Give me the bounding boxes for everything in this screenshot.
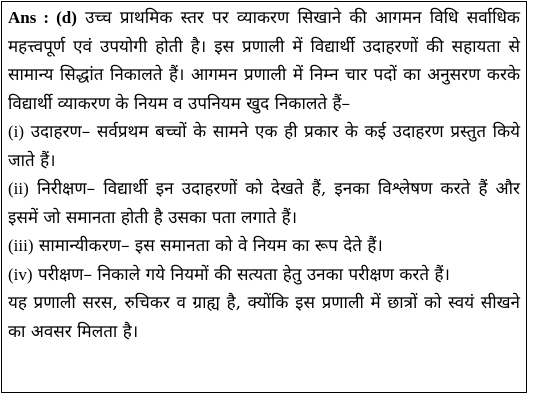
step-text: परीक्षण– निकाले गये नियमों की सत्यता हेतु उनका परीक्षण करते हैं। <box>32 264 450 285</box>
step-text: निरीक्षण– विद्यार्थी इन उदाहरणों को देखते हैं, इनका विश्लेषण करते हैं और इसमें जो समानता होती है उसका पता लगाते हैं। <box>8 179 520 228</box>
step-text: सामान्यीकरण– इस समानता को वे नियम का रूप देते हैं। <box>33 236 383 256</box>
answer-box <box>1 1 527 393</box>
step-number: (iii) <box>8 236 34 255</box>
intro-paragraph <box>8 4 520 118</box>
step-number: (iv) <box>8 264 33 284</box>
step-number: (ii) <box>8 179 29 198</box>
step-text: उदाहरण– सर्वप्रथम बच्चों के सामने एक ही प्रकार के कई उदाहरण प्रस्तुत किये जाते हैं। <box>8 122 520 171</box>
intro-text: उच्च प्राथमिक स्तर पर व्याकरण सिखाने की आगमन विधि सर्वाधिक महत्त्वपूर्ण एवं उपयोगी होती है। इस प्रणाली में विद्यार्थी उदाहरणों की सहायता से सामान्य सिद्धांत निकालते हैं। आगमन प्रणाली में निम्न चार पदों का अनुसरण करके विद्यार्थी व्याकरण के नियम व उपनियम खुद निकालते हैं– <box>8 8 520 114</box>
step-item <box>8 261 520 290</box>
step-item <box>8 118 520 175</box>
answer-label: Ans : (d) <box>8 8 77 27</box>
conclusion-paragraph: यह प्रणाली सरस, रुचिकर व ग्राह्य है, क्योंकि इस प्रणाली में छात्रों को स्वयं सीखने का अवसर मिलता है। <box>8 293 520 342</box>
step-number: (i) <box>8 122 25 141</box>
step-item <box>8 175 520 232</box>
step-item <box>8 232 520 261</box>
